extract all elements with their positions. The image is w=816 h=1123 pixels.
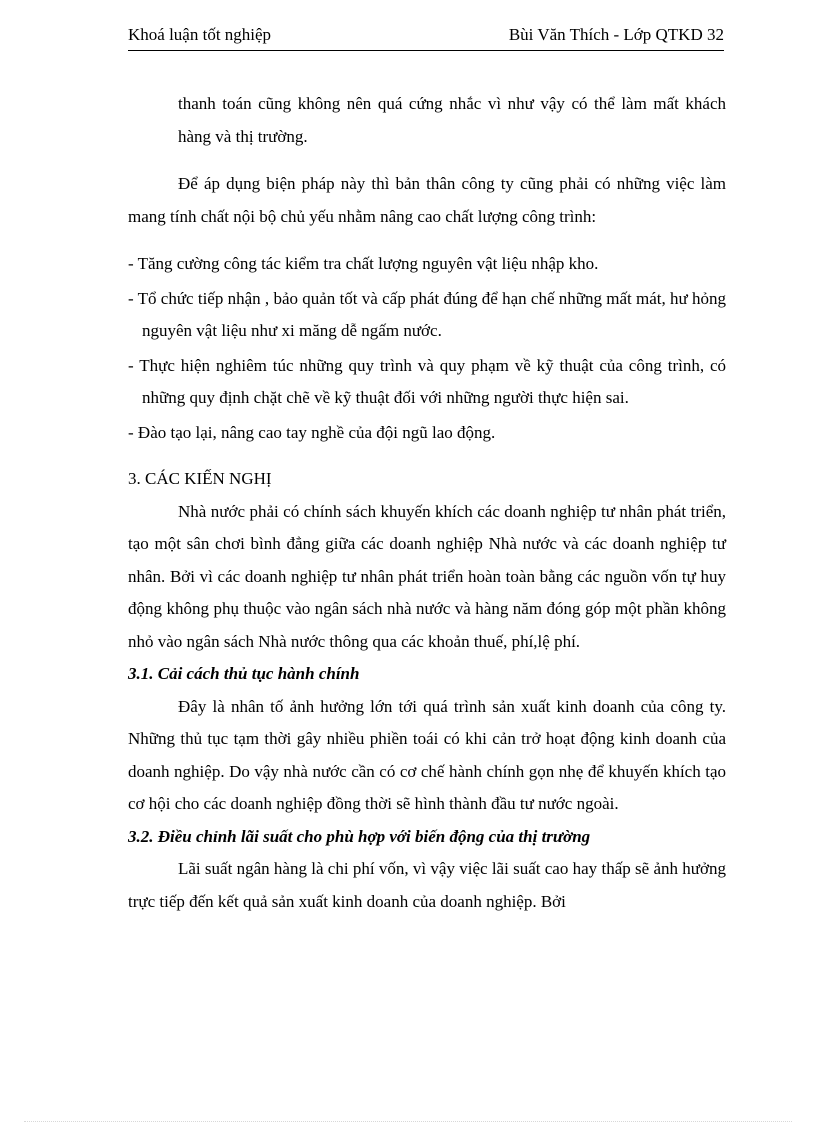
continued-paragraph: thanh toán cũng không nên quá cứng nhắc vì như vậy có thể làm mất khách hàng và thị trường. — [178, 94, 726, 146]
document-body — [128, 88, 726, 918]
intro-paragraph: Để áp dụng biện pháp này thì bản thân công ty cũng phải có những việc làm mang tính chất nội bộ chủ yếu nhằm nâng cao chất lượng công trình: — [128, 174, 726, 226]
bullet-item: - Tăng cường công tác kiểm tra chất lượng nguyên vật liệu nhập kho. — [128, 254, 599, 273]
bullet-item: - Tổ chức tiếp nhận , bảo quản tốt và cấp phát đúng để hạn chế những mất mát, hư hỏng nguyên vật liệu như xi măng dễ ngấm nước. — [128, 288, 726, 340]
subsection-heading: 3.2. Điều chỉnh lãi suất cho phù hợp với biến động của thị trường — [128, 826, 591, 846]
section-heading: 3. CÁC KIẾN NGHỊ — [128, 469, 272, 488]
bullet-item: - Đào tạo lại, nâng cao tay nghề của đội ngũ lao động. — [128, 422, 496, 442]
subsection-paragraph: Đây là nhân tố ảnh hưởng lớn tới quá trình sản xuất kinh doanh của công ty. Những thủ tục tạm thời gây nhiều phiền toái có khi cản trở hoạt động kinh doanh của doanh nghiệp. Do vậy nhà nước cần có cơ chế hành chính gọn nhẹ để khuyến khích tạo cơ hội cho các doanh nghiệp đồng thời sẽ hình thành đầu tư nước ngoài. — [128, 696, 726, 813]
header-thesis-title: Khoá luận tốt nghiệp — [128, 25, 272, 44]
bullet-item: - Thực hiện nghiêm túc những quy trình và quy phạm về kỹ thuật của công trình, có những quy định chặt chẽ về kỹ thuật đối với những người thực hiện sai. — [128, 355, 726, 407]
section-paragraph: Nhà nước phải có chính sách khuyến khích các doanh nghiệp tư nhân phát triển, tạo một sân chơi bình đẳng giữa các doanh nghiệp Nhà nước và các doanh nghiệp tư nhân. Bởi vì các doanh nghiệp tư nhân phát triển hoàn toàn bằng các nguồn vốn tự huy động không phụ thuộc vào ngân sách nhà nước và hàng năm đóng góp một phần không nhỏ vào ngân sách Nhà nước thông qua các khoản thuế, phí,lệ phí. — [128, 501, 726, 651]
header-author-class: Bùi Văn Thích - Lớp QTKD 32 — [508, 25, 724, 44]
page-header — [128, 22, 724, 51]
subsection-paragraph: Lãi suất ngân hàng là chi phí vốn, vì vậy việc lãi suất cao hay thấp sẽ ảnh hưởng trực tiếp đến kết quả sản xuất kinh doanh của doanh nghiệp. Bởi — [128, 859, 726, 911]
subsection-heading: 3.1. Cải cách thủ tục hành chính — [128, 664, 360, 683]
page-bottom-divider — [24, 1121, 792, 1122]
